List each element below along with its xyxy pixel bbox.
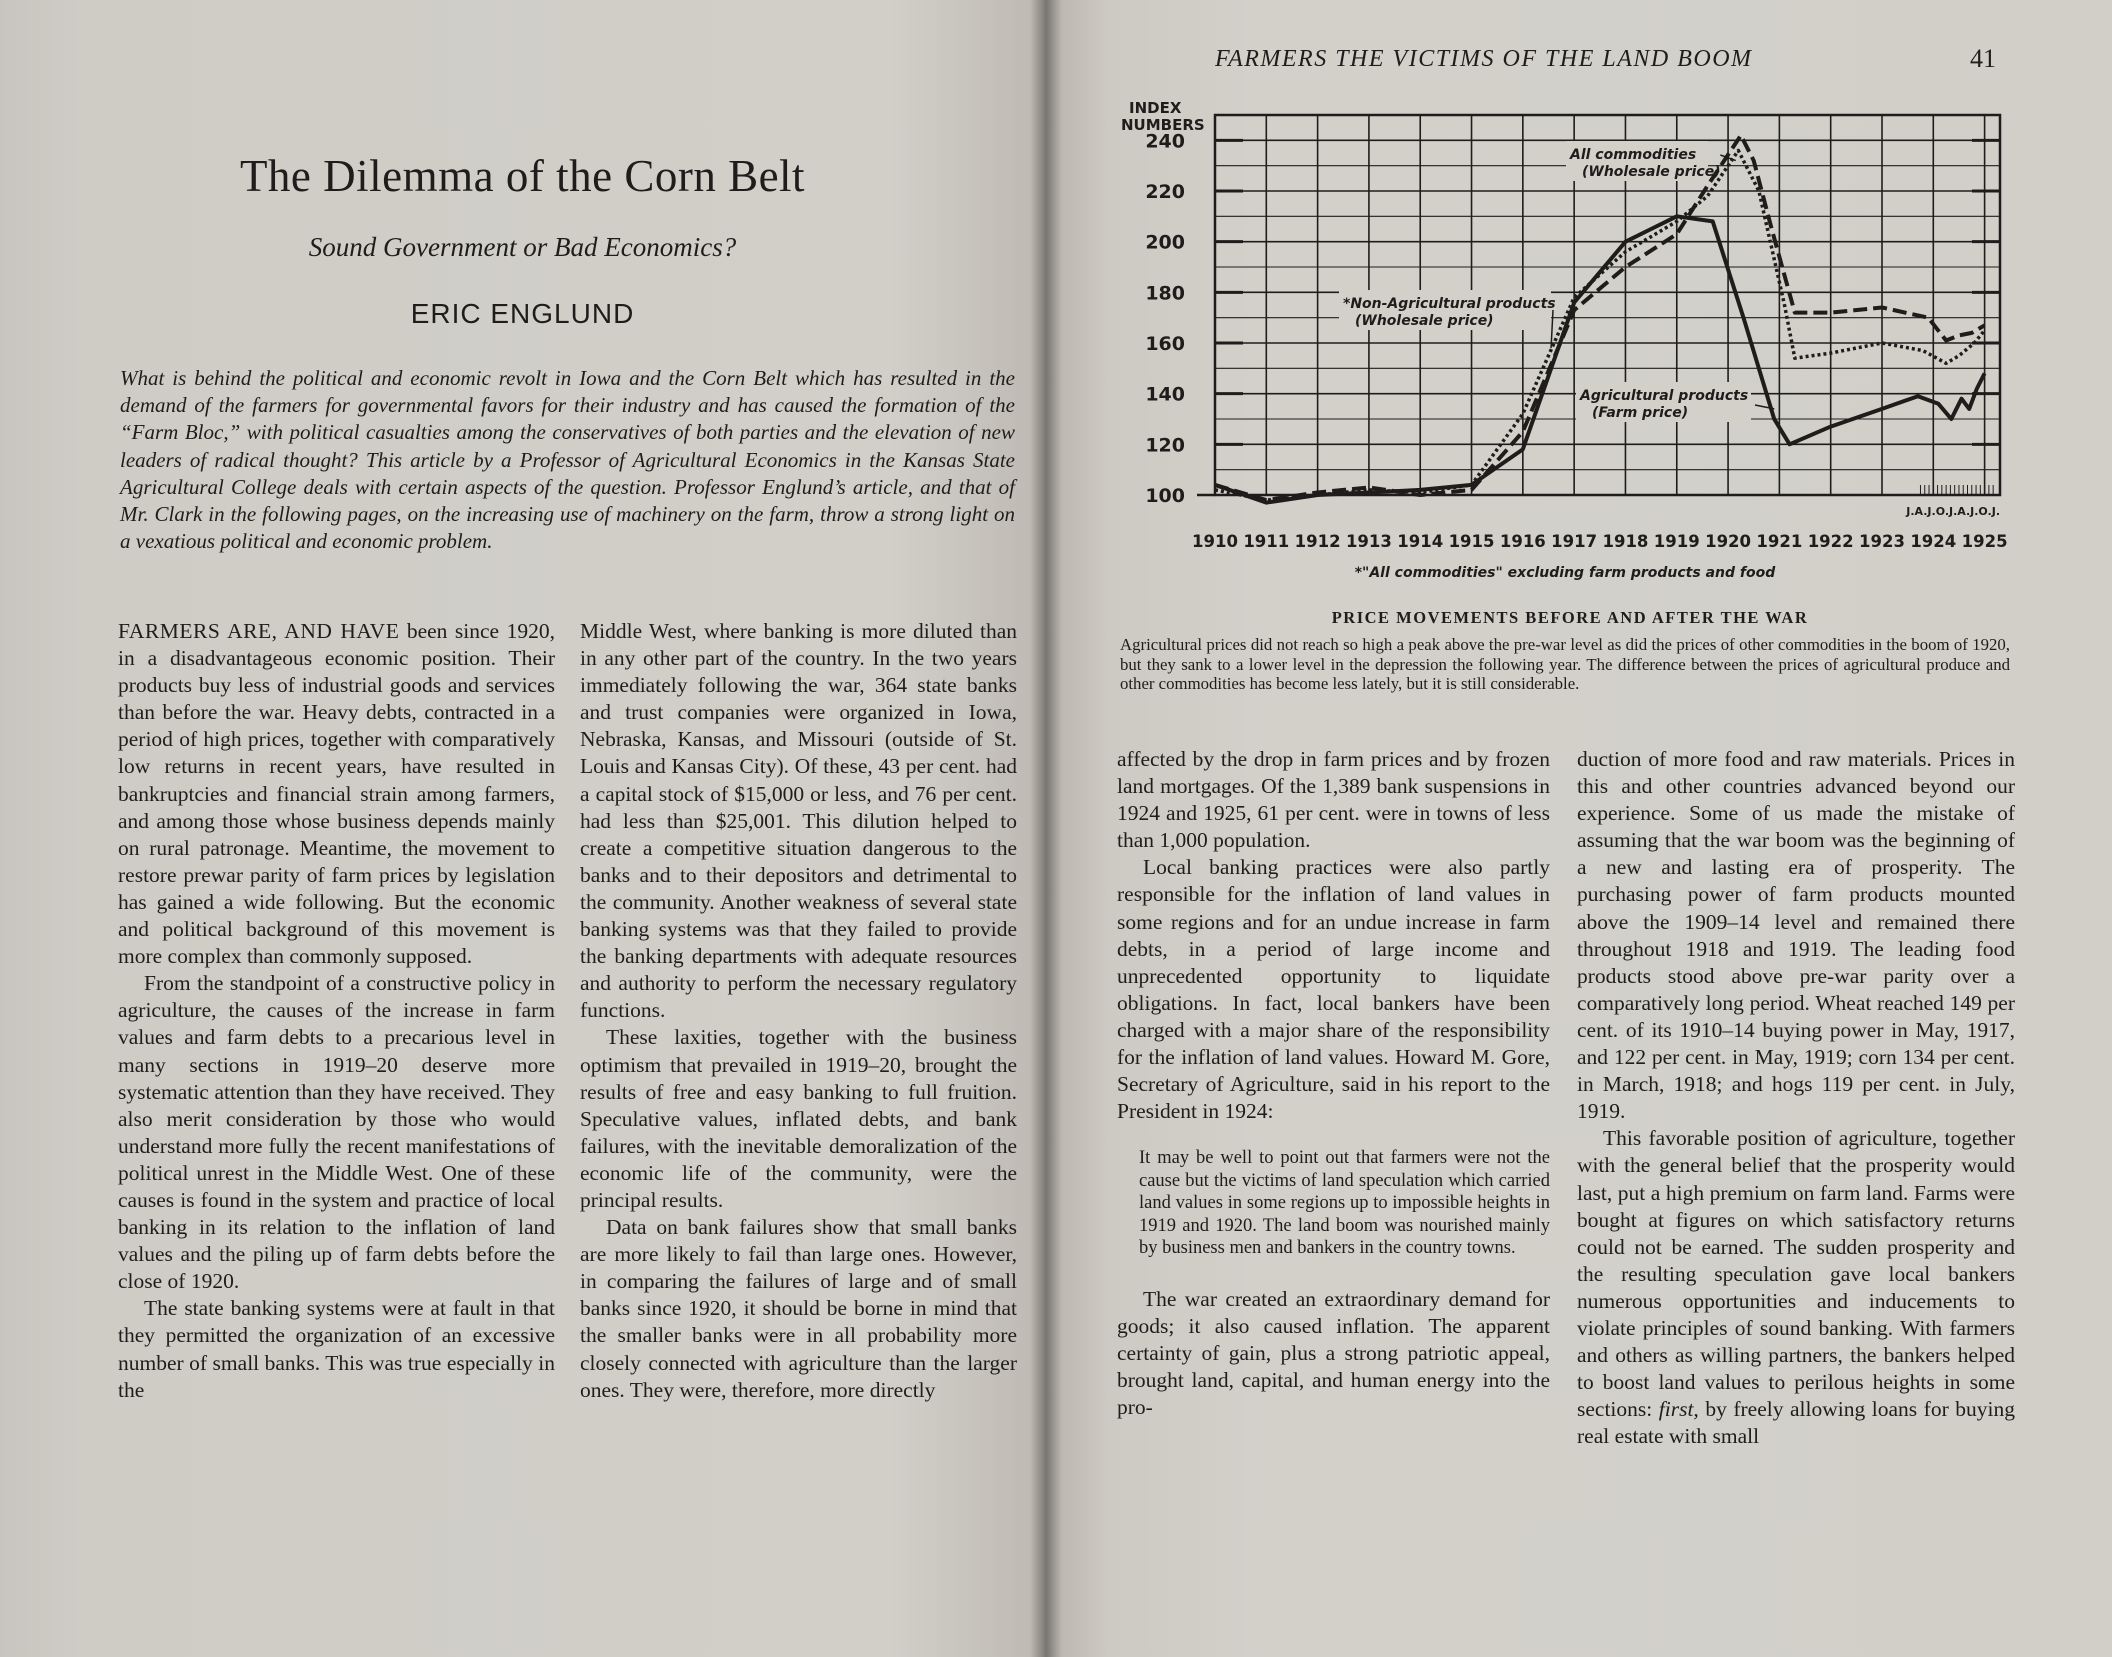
annotation-agricultural-label: Agricultural products: [1580, 388, 1749, 404]
y-tick-label: 220: [1145, 181, 1185, 203]
series-line-solid: [1215, 216, 1985, 502]
y-tick-label: 120: [1145, 434, 1185, 457]
series-line-dotted: [1215, 151, 1985, 501]
paragraph-text: by freely allowing loans for buying real estate with small: [1577, 1397, 2016, 1449]
paragraph: The state banking systems were at fault in that they permitted the organization of an excessive number of small banks. This was true especially in the: [118, 1296, 555, 1402]
paragraph: From the standpoint of a constructive policy in agriculture, the causes of the increase in farm values and farm debts to a precarious level in many sections in 1919–20 deserve more systematic attention than they have received. They also merit consideration by those who would understand more fully the recent manifestations of political unrest in the Middle West. One of these causes is found in the system and practice of local banking in its relation to the inflation of land values and the piling up of farm debts before the close of 1920.: [118, 971, 555, 1294]
x-tick-label: 1913: [1345, 532, 1392, 551]
right-column-1: [1117, 746, 1550, 1421]
chart-title: PRICE MOVEMENTS BEFORE AND AFTER THE WAR: [1331, 608, 1809, 627]
left-page: [0, 0, 1045, 1657]
running-head: FARMERS THE VICTIMS OF THE LAND BOOM: [1215, 46, 1753, 72]
x-tick-label: 1924: [1910, 532, 1957, 551]
price-chart: [1115, 95, 2025, 595]
annotation-all-commodities-label: All commodities: [1570, 147, 1697, 163]
book-gutter: [1030, 0, 1062, 1657]
x-tick-label: 1917: [1551, 532, 1598, 551]
article-author: ERIC ENGLUND: [410, 298, 635, 329]
price-chart-svg: [1115, 95, 2025, 595]
y-tick-label: 100: [1145, 485, 1185, 507]
y-axis-title-line1: INDEX: [1129, 99, 1182, 117]
paragraph: affected by the drop in farm prices and by frozen land mortgages. Of the 1,389 bank suspensions in 1924 and 1925, 61 per cent. were in towns of less than 1,000 population.: [1117, 747, 1550, 853]
y-tick-label: 240: [1145, 130, 1185, 153]
x-tick-label: 1923: [1859, 532, 1905, 551]
annotation-all-commodities-sublabel: (Wholesale price): [1582, 164, 1721, 180]
paragraph: The war created an extraordinary demand for goods; it also caused inflation. The apparent certainty of gain, plus a strong patriotic appeal, brought land, capital, and human energy into the pro-: [1117, 1286, 1550, 1420]
annotation-non-agricultural-sublabel: (Wholesale price): [1355, 313, 1494, 329]
x-tick-label: 1914: [1397, 532, 1444, 551]
y-tick-label: 140: [1145, 383, 1185, 406]
x-tick-label: 1916: [1499, 532, 1546, 551]
x-tick-label: 1925: [1961, 532, 2008, 551]
x-tick-label: 1919: [1653, 532, 1700, 551]
x-tick-label: 1921: [1756, 532, 1803, 551]
emphasis: first,: [1658, 1397, 1699, 1422]
article-title: The Dilemma of the Corn Belt: [239, 151, 806, 201]
chart-footnote: *"All commodities" excluding farm products and food: [1354, 565, 1776, 581]
x-tick-label: 1912: [1294, 532, 1341, 551]
annotation-agricultural-sublabel: (Farm price): [1592, 405, 1689, 421]
chart-caption: Agricultural prices did not reach so high a peak above the pre-war level as did the prices of other commodities in the boom of 1920, but they sank to a lower level in the depression the following year. The difference between the prices of agricultural produce and other commodities has become less lately, but it is still considerable.: [1120, 635, 2010, 693]
article-subtitle: Sound Government or Bad Economics?: [308, 232, 737, 262]
y-tick-label: 200: [1145, 231, 1185, 254]
x-tick-label: 1920: [1705, 532, 1752, 551]
quote-text: It may be well to point out that farmers were not the cause but the victims of land speculation which carried land values in some regions up to impossible heights in 1919 and 1920. The land boom was nourished mainly by business men and bankers in the country towns.: [1139, 1148, 1550, 1259]
x-tick-label: 1915: [1448, 532, 1495, 551]
x-tick-label: 1918: [1602, 532, 1649, 551]
paragraph: [1577, 1125, 2015, 1450]
paragraph: [118, 618, 555, 970]
y-tick-label: 160: [1145, 333, 1185, 355]
paragraph-text: This favorable position of agriculture, together with the general belief that the prosperity would last, put a high premium on farm land. Farms were bought at figures on which satisfactory returns could not be earned. The sudden prosperity and the resulting speculation gave local bankers numerous opportunities and inducements to violate principles of sound banking. With farmers and others as willing partners, the bankers helped to boost land values to perilous heights in some sections:: [1577, 1126, 2015, 1422]
paragraph: These laxities, together with the business optimism that prevailed in 1919–20, brought the results of free and easy banking to full fruition. Speculative values, inflated debts, and bank failures, with the inevitable demoralization of the economic life of the community, were the principal results.: [580, 1025, 1017, 1212]
block-quote: [1139, 1147, 1550, 1260]
lead-in: FARMERS ARE, AND HAVE: [118, 619, 400, 643]
x-tick-label: 1910: [1192, 532, 1238, 551]
quarter-labels: J.A.J.O.J.A.J.O.J.: [1906, 505, 2000, 518]
paragraph: Data on bank failures show that small banks are more likely to fail than large ones. However, in comparing the failures of large and of small banks since 1920, it should be borne in mind that the smaller banks were in all probability more closely connected with agriculture than the larger ones. They were, therefore, more directly: [580, 1215, 1017, 1402]
paragraph-text: been since 1920, in a disadvantageous economic position. Their products buy less of industrial goods and services than before the war. Heavy debts, contracted in a period of high prices, together with comparatively low returns in recent years, have resulted in bankruptcies and financial strain among farmers, and among those whose business depends mainly on rural patronage. Meantime, the movement to restore prewar parity of farm prices by legislation has gained a wide following. But the economic and political background of this movement is more complex than commonly supposed.: [118, 619, 555, 969]
page-number: 41: [1970, 44, 1996, 73]
y-tick-label: 180: [1145, 282, 1185, 305]
x-tick-label: 1922: [1807, 532, 1854, 551]
left-column-1: [118, 618, 555, 1404]
annotation-non-agricultural-label: *Non-Agricultural products: [1343, 296, 1556, 312]
paragraph: Local banking practices were also partly responsible for the inflation of land values in some regions and for an undue increase in farm debts, in a period of large income and unprecedented opportunity to liquidate obligations. In fact, local bankers have been charged with a major share of the responsibility for the inflation of land values. Howard M. Gore, Secretary of Agriculture, said in his report to the President in 1924:: [1117, 855, 1550, 1124]
paragraph: duction of more food and raw materials. Prices in this and other countries advanced beyond our experience. Some of us made the mistake of assuming that the war boom was the beginning of a new and lasting era of prosperity. The purchasing power of farm products mounted above the 1909–14 level and remained there throughout 1918 and 1919. The leading food products stood above pre-war parity over a comparatively long period. Wheat reached 149 per cent. of its 1910–14 buying power in May, 1917, and 122 per cent. in May, 1919; corn 134 per cent. in March, 1918; and hogs 119 per cent. in July, 1919.: [1577, 747, 2015, 1124]
y-axis-title-line2: NUMBERS: [1121, 116, 1205, 134]
x-tick-label: 1911: [1243, 532, 1290, 551]
left-column-2: [580, 618, 1017, 1404]
paragraph: Middle West, where banking is more diluted than in any other part of the country. In the two years immediately following the war, 364 state banks and trust companies were organized in Iowa, Nebraska, Kansas, and Missouri (outside of St. Louis and Kansas City). Of these, 43 per cent. had a capital stock of $15,000 or less, and 76 per cent. had less than $25,001. This dilution helped to create a competitive situation dangerous to the banks and to their depositors and detrimental to the community. Another weakness of several state banking systems was that they failed to provide the banking departments with adequate resources and authority to perform the necessary regulatory functions.: [580, 619, 1017, 1023]
right-column-2: [1577, 746, 2015, 1450]
article-abstract: What is behind the political and economic revolt in Iowa and the Corn Belt which has resulted in the demand of the farmers for governmental favors for their industry and has caused the formation of the “Farm Bloc,” with political casualties among the conservatives of both parties and the elevation of new leaders of radical thought? This article by a Professor of Agricultural Economics in the Kansas State Agricultural College deals with certain aspects of the question. Professor Englund’s article, and that of Mr. Clark in the following pages, on the increasing use of machinery on the farm, throw a strong light on a vexatious political and economic problem.: [120, 366, 1015, 554]
